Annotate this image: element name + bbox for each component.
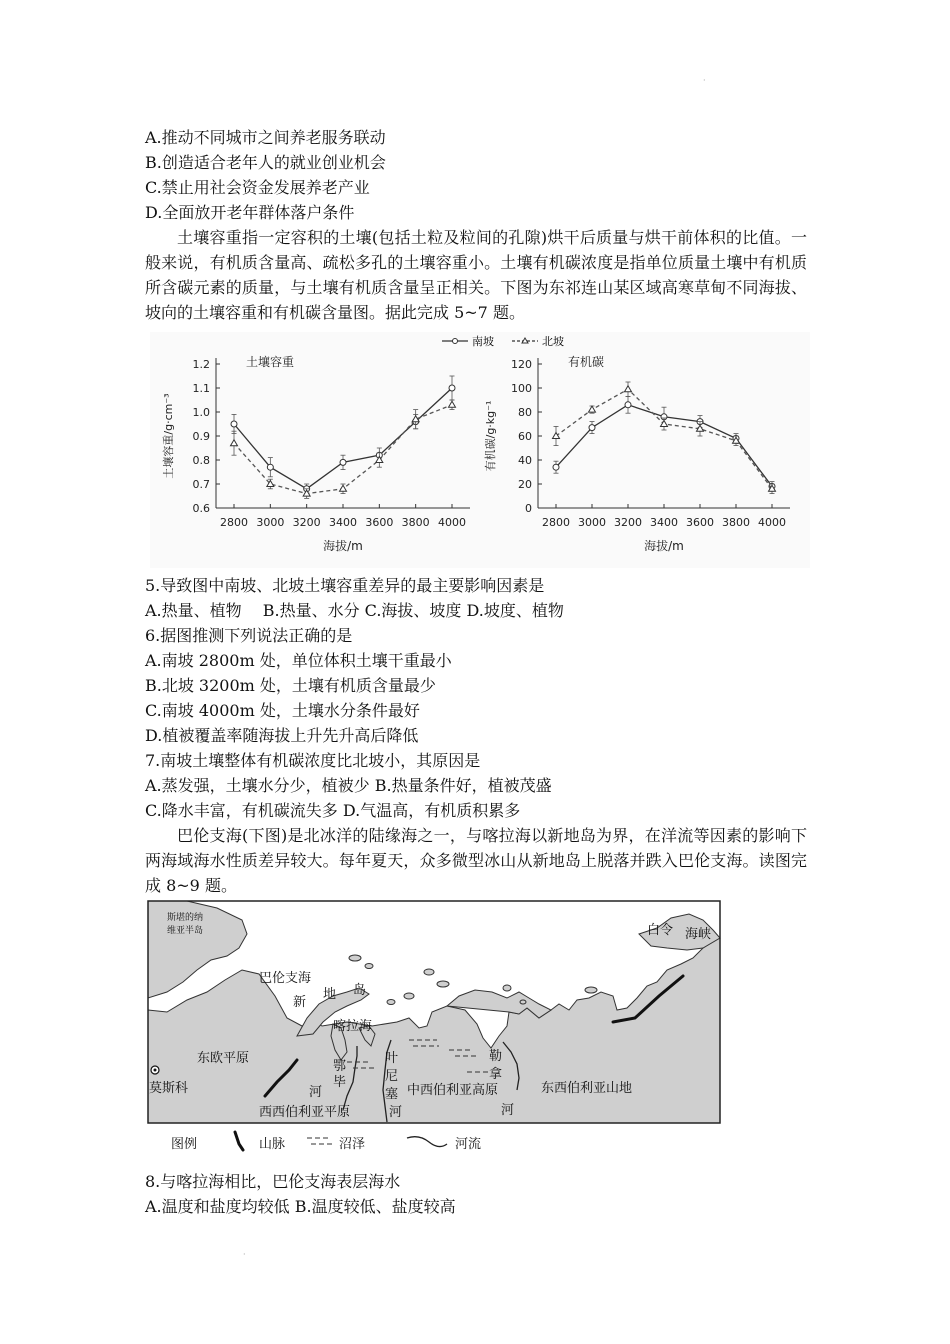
chart-0-y-tick-label: 0.6 — [192, 502, 210, 515]
chart-1-series-0-point — [589, 425, 595, 431]
label-lena-2: 拿 — [489, 1067, 503, 1082]
legend-south: 南坡 — [472, 335, 494, 348]
barents-map — [147, 900, 723, 1158]
chart-1-x-tick-label: 3600 — [686, 516, 714, 529]
label-kara-sea: 喀拉海 — [333, 1019, 373, 1034]
chart-0-x-tick-label: 3200 — [292, 516, 321, 529]
chart-1-x-tick-label: 3800 — [722, 516, 750, 529]
legend-north: 北坡 — [542, 335, 564, 348]
chart-0-y-tick-label: 0.7 — [192, 478, 210, 491]
map-legend — [171, 1132, 481, 1152]
chart-1-series-0-point — [625, 402, 631, 408]
label-bering-1: 白令 — [647, 923, 674, 938]
chart-1-y-tick-label: 60 — [518, 430, 532, 443]
chart-0-x-tick-label: 3600 — [365, 516, 394, 529]
chart-1-y-tick-label: 100 — [511, 382, 532, 395]
label-moscow: 莫斯科 — [149, 1081, 189, 1096]
label-lena-3: 河 — [501, 1103, 515, 1118]
moscow-marker — [151, 1066, 159, 1074]
legend-title: 图例 — [171, 1137, 198, 1152]
chart-0-series-0-point — [340, 459, 346, 465]
legend-swamp: 沼泽 — [339, 1137, 366, 1152]
chart-1-x-tick-label: 3000 — [578, 516, 606, 529]
chart-0-y-tick-label: 0.8 — [192, 454, 210, 467]
chart-0-x-label: 海拔/m — [323, 539, 363, 553]
q6-option-d: D.植被覆盖率随海拔上升先升高后降低 — [145, 726, 419, 745]
label-yenisei-4: 河 — [389, 1105, 403, 1120]
chart-1-x-tick-label: 4000 — [758, 516, 786, 529]
label-lena-1: 勒 — [489, 1049, 503, 1064]
soil-charts — [150, 332, 810, 568]
chart-1-y-label: 有机碳/g·kg⁻¹ — [484, 400, 497, 472]
label-yenisei-2: 尼 — [385, 1069, 399, 1084]
chart-1-series-0-point — [553, 464, 559, 470]
label-bering-2: 海峡 — [685, 927, 712, 942]
label-yenisei-3: 塞 — [385, 1087, 399, 1102]
q6-option-a: A.南坡 2800m 处，单位体积土壤干重最小 — [145, 651, 452, 670]
q7-option-ab: A.蒸发强，土壤水分少，植被少 B.热量条件好，植被茂盛 — [145, 776, 552, 795]
legend-river-symbol — [407, 1137, 447, 1147]
chart-0-series-0-point — [267, 464, 273, 470]
q8-stem: 8.与喀拉海相比，巴伦支海表层海水 — [145, 1172, 401, 1191]
label-scandinavia-1: 斯堪的纳 — [167, 913, 204, 923]
legend-swamp-symbol — [307, 1138, 335, 1144]
label-east-european-plain: 东欧平原 — [197, 1051, 250, 1066]
chart-0-x-tick-label: 3400 — [329, 516, 357, 529]
q5-options: A.热量、植物 B.热量、水分 C.海拔、坡度 D.坡度、植物 — [145, 601, 564, 620]
chart-0-y-label: 土壤容重/g·cm⁻³ — [162, 393, 175, 479]
label-central-siberian-plateau: 中西伯利亚高原 — [407, 1083, 499, 1098]
chart-0-x-tick-label: 3800 — [401, 516, 430, 529]
label-west-siberian-plain: 西西伯利亚平原 — [259, 1105, 351, 1120]
label-ob-2: 毕 — [333, 1075, 347, 1090]
q4-option-d: D.全面放开老年群体落户条件 — [145, 203, 355, 222]
legend-river: 河流 — [455, 1137, 482, 1152]
label-east-siberian-mountains: 东西伯利亚山地 — [541, 1081, 633, 1096]
legend-mountain: 山脉 — [259, 1137, 286, 1152]
q6-option-b: B.北坡 3200m 处，土壤有机质含量最少 — [145, 676, 436, 695]
chart-1-x-tick-label: 3200 — [614, 516, 642, 529]
passage-barents: 巴伦支海(下图)是北冰洋的陆缘海之一，与喀拉海以新地岛为界，在洋流等因素的影响下两海域海水性质差异较大。每年夏天，众多微型冰山从新地岛上脱落并跌入巴伦支海。读图完成 8~9 题。 — [145, 826, 807, 895]
q7-stem: 7.南坡土壤整体有机碳浓度比北坡小，其原因是 — [145, 751, 481, 770]
label-ob-3: 河 — [309, 1085, 323, 1100]
label-nz-1: 新 — [293, 995, 307, 1010]
chart-0-y-tick-label: 0.9 — [192, 430, 210, 443]
label-scandinavia-2: 维亚半岛 — [167, 926, 204, 936]
label-yenisei-1: 叶 — [385, 1051, 399, 1066]
chart-0-title: 土壤容重 — [246, 355, 295, 369]
chart-1-x-tick-label: 3400 — [650, 516, 678, 529]
label-nz-2: 地 — [323, 987, 337, 1002]
chart-1-x-label: 海拔/m — [644, 539, 684, 553]
chart-1-x-tick-label: 2800 — [542, 516, 570, 529]
legend-mountain-symbol — [235, 1132, 243, 1150]
q7-option-cd: C.降水丰富，有机碳流失多 D.气温高，有机质积累多 — [145, 801, 521, 820]
chart-1-y-tick-label: 40 — [518, 454, 532, 467]
chart-1-title: 有机碳 — [568, 355, 605, 369]
chart-1-y-tick-label: 80 — [518, 406, 532, 419]
scan-dot: · — [703, 76, 706, 85]
chart-1-y-tick-label: 120 — [511, 358, 532, 371]
chart-0-y-tick-label: 1.0 — [192, 406, 210, 419]
q5-stem: 5.导致图中南坡、北坡土壤容重差异的最主要影响因素是 — [145, 576, 545, 595]
label-ob-1: 鄂 — [333, 1059, 347, 1074]
q8-options: A.温度和盐度均较低 B.温度较低、盐度较高 — [145, 1197, 456, 1216]
q6-stem: 6.据图推测下列说法正确的是 — [145, 626, 353, 645]
passage-soil: 土壤容重指一定容积的土壤(包括土粒及粒间的孔隙)烘干后质量与烘干前体积的比值。一般来说，有机质含量高、疏松多孔的土壤容重小。土壤有机碳浓度是指单位质量土壤中有机质所含碳元素的质量，与土壤有机质含量呈正相关。下图为东祁连山某区域高寒草甸不同海拔、坡向的土壤容重和有机碳含量图。据此完成 5~7 题。 — [145, 228, 807, 322]
label-barents-sea: 巴伦支海 — [259, 971, 312, 986]
chart-0-x-tick-label: 4000 — [438, 516, 466, 529]
q4-option-b: B.创造适合老年人的就业创业机会 — [145, 153, 386, 172]
q6-option-c: C.南坡 4000m 处，土壤水分条件最好 — [145, 701, 420, 720]
chart-1-y-tick-label: 0 — [525, 502, 532, 515]
chart-0-y-tick-label: 1.1 — [192, 382, 210, 395]
scan-dot-bottom: · — [243, 1250, 246, 1259]
chart-0-x-tick-label: 3000 — [256, 516, 285, 529]
chart-0-x-tick-label: 2800 — [220, 516, 248, 529]
chart-0-series-0-point — [449, 385, 455, 391]
chart-0-y-tick-label: 1.2 — [192, 358, 210, 371]
label-nz-3: 岛 — [353, 983, 367, 998]
q4-option-c: C.禁止用社会资金发展养老产业 — [145, 178, 370, 197]
chart-0-series-0-point — [231, 421, 237, 427]
q4-option-a: A.推动不同城市之间养老服务联动 — [145, 128, 386, 147]
chart-1-y-tick-label: 20 — [518, 478, 532, 491]
